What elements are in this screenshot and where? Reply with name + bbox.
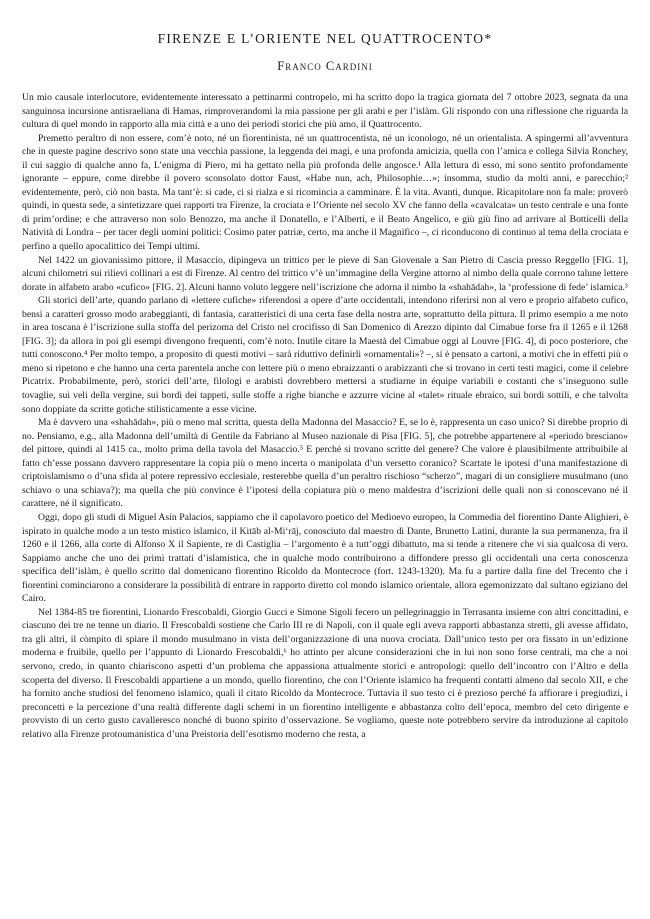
paragraph-5: Ma è davvero una «shahādah», più o meno mal scritta, questa della Madonna del Masaccio? E, se lo è, rappresenta un caso unico? Si direbbe proprio di no. Pensiamo, e.g., alla Madonna dell’umiltà di Gentile da Fabriano al Museo nazionale di Pisa [FIG. 5], che potrebbe appartenere al «periodo bresciano» del pittore, quindi al 1415 ca., molto prima della tavola del Masaccio.⁵ E perché si trovano scritte del genere? Che valore è plausibilmente attribuibile al fatto ch’esse possano davvero rappresentare la copia più o meno incerta o manipolata d’un versetto coranico? Scartate le ipotesi d’una manifestazione di criptoislamismo o d’una sfida al potere repressivo ecclesiale, resterebbe quella d’un peraltro rischioso “scherzo”, magari di un consigliere musulmano (uno schiavo o una schiava?); ma quella che più convince è l’ipotesi della copiatura più o meno maldestra d’iscrizioni delle quali non si conoscevano né il carattere, né il significato. (22, 417, 628, 510)
paragraph-6: Oggi, dopo gli studi di Miguel Asín Palacios, sappiamo che il capolavoro poetico del Medioevo europeo, la Commedia del fiorentino Dante Alighieri, è ispirato in qualche modo a un testo mistico islamico, il Kitāb al-Mi‘rāj, conosciuto dal maestro di Dante, Brunetto Latini, durante la sua permanenza, fra il 1260 e il 1266, alla corte di Alfonso X il Sapiente, re di Castiglia – l’argomento è a tutt’oggi dibattuto, ma si tende a ritenere che vi sia qualcosa di vero. Sappiamo anche che uno dei primi trattati d’islamistica, che in qualche modo contribuirono a diffondere presso gli occidentali una certa conoscenza specifica dell’islàm, è quello scritto dal domenicano fiorentino Ricoldo da Montecroce (fort. 1243-1320). Ma fu a partire dalla fine del Trecento che i fiorentini cominciarono a considerare la possibilità di entrare in rapporto diretto col mondo islamico orientale, allora egemonizzato dal sultano egiziano del Cairo. (22, 511, 628, 605)
paragraph-3: Nel 1422 un giovanissimo pittore, il Masaccio, dipingeva un trittico per le pieve di San Giovenale a San Pietro di Cascia presso Reggello [FIG. 1], alcuni chilometri sui rilievi collinari a est di Firenze. Al centro del trittico v’è un’immagine della Vergine attorno al nimbo della quale corrono talune lettere dorate in alfabeto arabo «cufico» [FIG. 2]. Alcuni hanno voluto leggere nell’iscrizione che adorna il nimbo la «shahādah», la ‘professione di fede’ islamica.³ (22, 254, 628, 293)
article-body (22, 91, 628, 741)
paragraph-7: Nel 1384-85 tre fiorentini, Lionardo Frescobaldi, Giorgio Gucci e Simone Sigoli fecero un pellegrinaggio in Terrasanta insieme con altri concittadini, e ciascuno dei tre ne tenne un diario. Il Frescobaldi sostiene che Carlo III re di Napoli, con il quale egli aveva rapporti abbastanza stretti, gli avesse affidato, tra gli altri, il còmpito di spiare il mondo musulmano in vista dell’organizzazione di una nuova crociata. Dall’unico testo per ora fissato in un’edizione moderna e fruibile, quello per l’appunto di Lionardo Frescobaldi,⁶ ho attinto per alcune considerazioni che in lui non sono forse centrali, ma che a noi servono, credo, in quanto chiariscono aspetti d’un problema che appassiona attualmente storici e antropologi: quello dell’incontro con l’Altro e della scoperta del diverso. Il Frescobaldi appartiene a un mondo, quello fiorentino, che con l’Oriente islamico ha frequenti contatti almeno dal secolo XII, e che ha fornito anche studiosi del fenomeno islamico, quali il citato Ricoldo da Montecroce. Tuttavia il suo testo ci è prezioso perché fa affiorare i pregiudizi, i preconcetti e la percezione d’una realtà differente dagli schemi in un fiorentino intelligente e abbastanza colto dell’epoca, membro del ceto dirigente e provvisto di un certo gusto cavalleresco nonché di buono spirito d’osservazione. Se vogliamo, queste note potrebbero servire da introduzione al capitolo relativo alla Firenze protoumanistica d’una Preistoria dell’esotismo moderno che resta, a (22, 606, 628, 740)
article-author: Franco Cardini (277, 59, 373, 73)
paragraph-4: Gli storici dell’arte, quando parlano di «lettere cufiche» riferendosi a opere d’arte occidentali, intendono riferirsi non al vero e proprio alfabeto cufico, bensì a caratteri grosso modo arabeggianti, di fantasia, caratteristici di una certa fase della nostra arte, soprattutto della pittura. Il primo esempio a me noto in area toscana è l’iscrizione sulla stoffa del perizoma del Cristo nel crocifisso di San Domenico di Arezzo dipinto dal Cimabue forse fra il 1265 e il 1268 [FIG. 3]; da allora in poi gli esempi divengono frequenti, com’è noto. Inutile citare la Maestà del Cimabue oggi al Louvre [FIG. 4], di poco posteriore, che tutti conoscono.⁴ Per molto tempo, a proposito di questi motivi – sarà riduttivo definirli «ornamentali»? –, si è pensato a cartoni, a motivi che in effetti più o meno si ripetono e che hanno una certa parentela anche con lettere più o meno ebraizzanti o arabizzanti che si trovano in certi testi magici, come il celebre Picatrix. Probabilmente, però, storici dell’arte, filologi e arabisti dovrebbero mettersi a studiarne in équipe variabili e costanti che s’inseguono sulle tovaglie, sui veli della vergine, sui bordi dei tappeti, sulle stoffe a righe bianche e azzurre vicine al «talet» rituale ebraico, sui bordi sottili, e che talvolta sono doppiate da scritte gotiche stilisticamente a esse vicine. (22, 295, 628, 415)
paragraph-1: Un mio causale interlocutore, evidentemente interessato a pettinarmi contropelo, mi ha scritto dopo la tragica giornata del 7 ottobre 2023, segnata da una sanguinosa incursione antisraeliana di Hamas, rimproverandomi la mia passione per gli arabi e per l’islàm. Gli rispondo con una riflessione che riguarda la cultura di quel mondo in rapporto alla mia città e a uno dei periodi storici che più amo, il Quattrocento. (22, 92, 628, 131)
paragraph-2: Premetto peraltro di non essere, com’è noto, né un fiorentinista, né un quattrocentista, né un iconologo, né un orientalista. A spingermi all’avventura che in queste pagine descrivo sono state una vecchia passione, la leggenda dei magi, e una profonda amicizia, quella con l’amica e collega Silvia Ronchey, il cui saggio di qualche anno fa, L’enigma di Piero, mi ha gettato nella più profonda delle angosce.¹ Alla lettura di esso, mi sono sentito profondamente ignorante – eppure, come direbbe il povero sconsolato dottor Faust, «Habe nun, ach, Philosophie…»; insomma, studio da molti anni, e parecchio;² evidentemente, però, ciò non basta. Ma tant’è: si cade, ci si rialza e si ricomincia a camminare. È la vita. Avanti, dunque. Ricapitolare non fa male: proverò quindi, in questa sede, a sintetizzare quei rapporti tra Firenze, la crociata e l’Oriente nel secolo XV che fanno della «cavalcata» un testo centrale e una fonte di prim’ordine; e che attraverso non solo Benozzo, ma anche il Donatello, e l’Alberti, e il Beato Angelico, e giù giù fino ad arrivare al Botticelli della Natività di Londra – per tacer degli uomini politici: Cosimo pater patriæ, certo, ma anche il Magnifico –, ci riconducono di continuo al tema della crociata e perfino a quello apocalittico dei Tempi ultimi. (22, 132, 628, 253)
article-title: FIRENZE E L’ORIENTE NEL QUATTROCENTO* (157, 31, 493, 46)
